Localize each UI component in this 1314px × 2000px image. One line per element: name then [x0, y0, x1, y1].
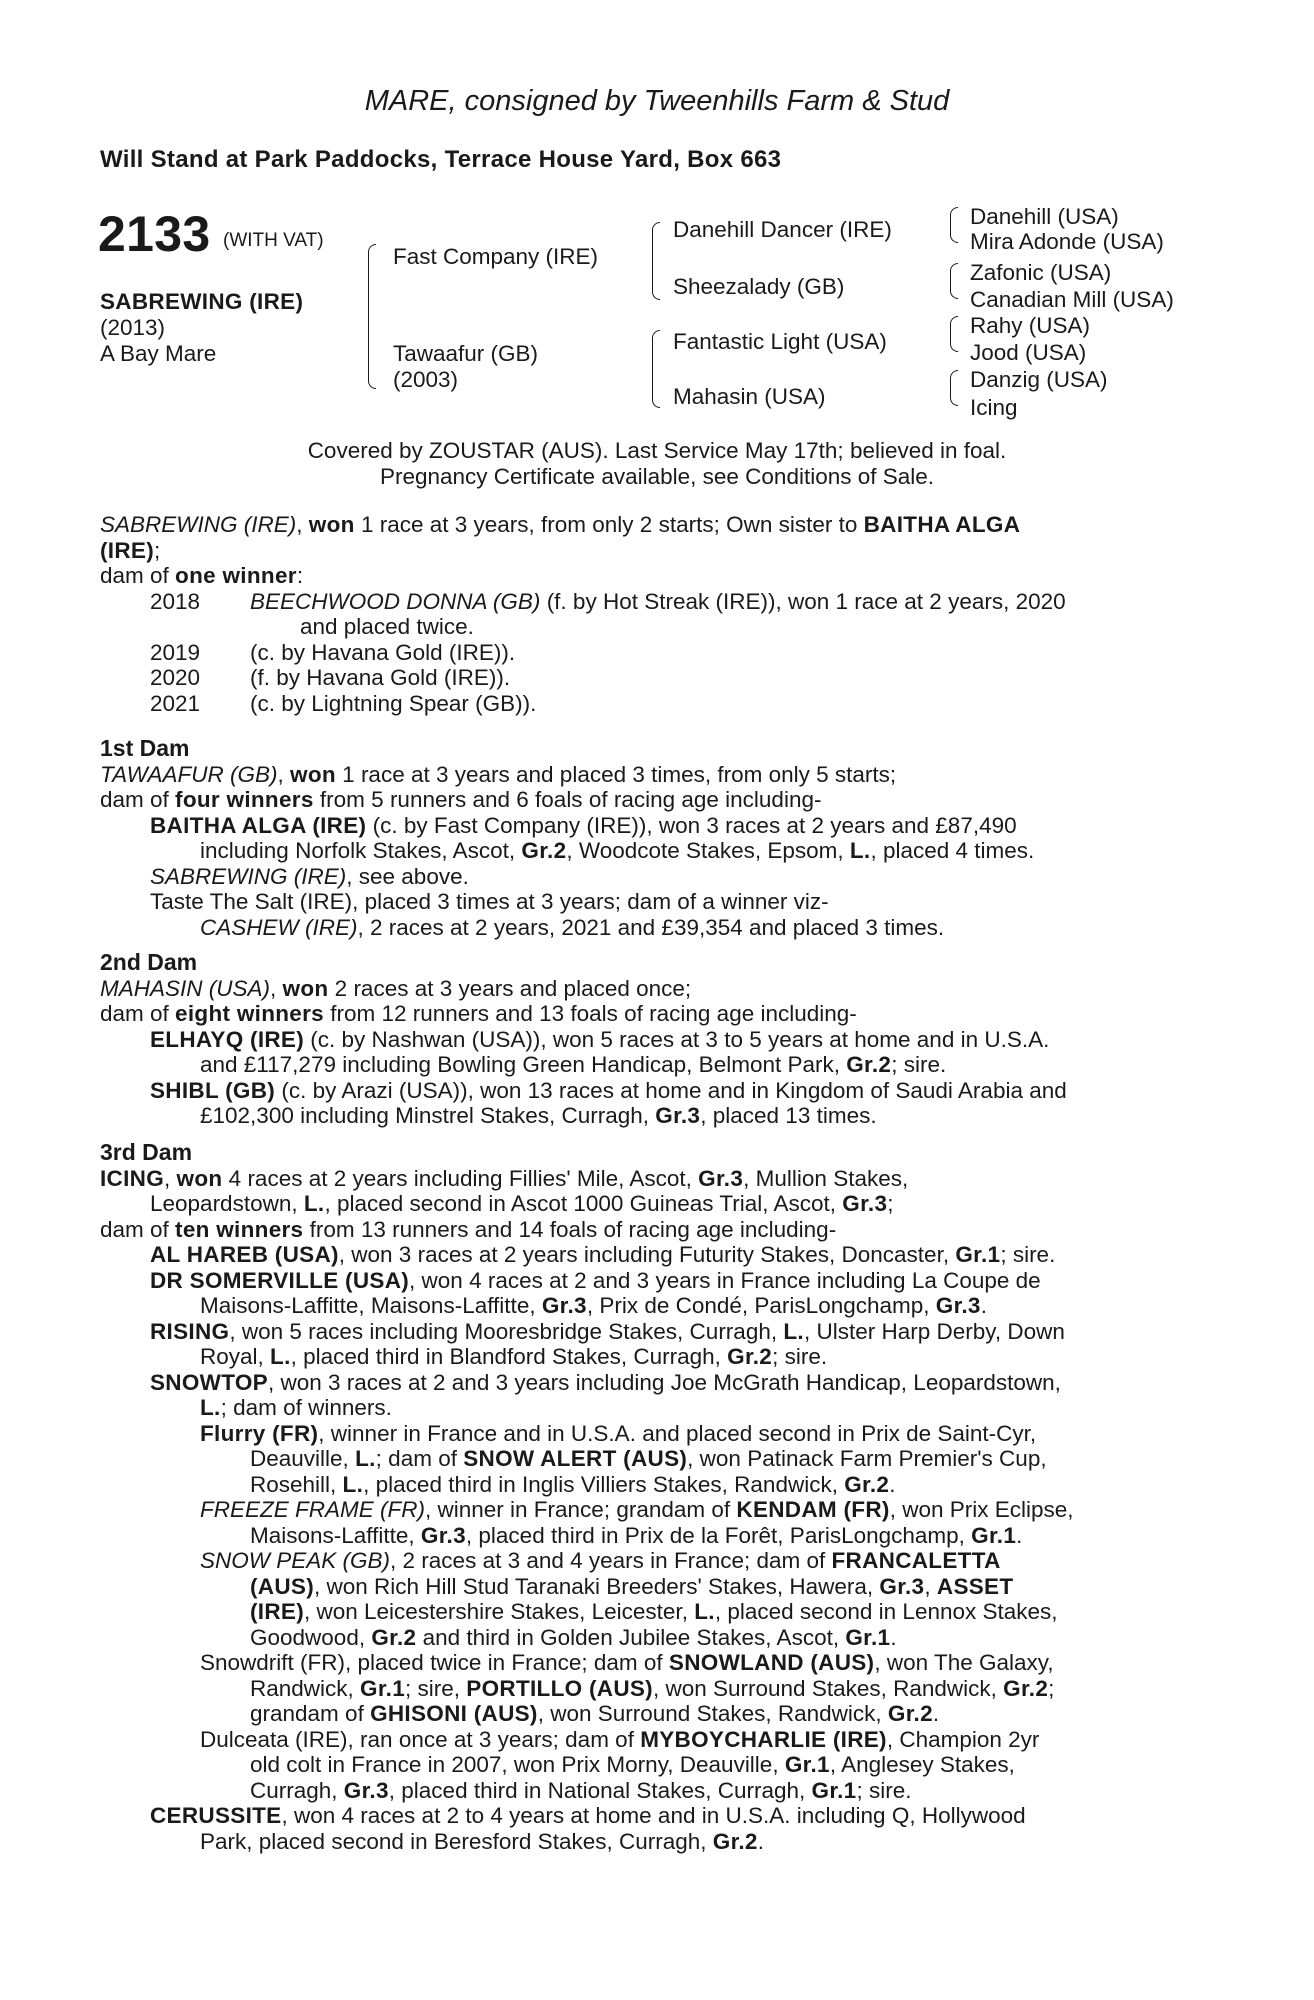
bold-text: PORTILLO (AUS)	[466, 1675, 653, 1701]
text: (c. by Fast Company (IRE)), won 3 races at 2 years and £87,490	[366, 812, 1017, 838]
text: , Prix de Condé, ParisLongchamp,	[586, 1293, 936, 1318]
pedigree-sire: Fast Company (IRE)	[393, 244, 599, 269]
dam-line: MAHASIN (USA), won 2 races at 3 years and placed once;	[100, 975, 692, 1001]
text: , placed third in Inglis Villiers Stakes, Randwick,	[363, 1471, 845, 1497]
bold-text: (AUS)	[250, 1573, 314, 1599]
text: , won 4 races at 2 and 3 years in France including La Coupe de	[409, 1267, 1041, 1293]
grade: Gr.2	[846, 1052, 892, 1077]
dam-line	[100, 1001, 1204, 1027]
page-subtitle: Will Stand at Park Paddocks, Terrace House Yard, Box 663	[100, 146, 782, 173]
bold-text: ten winners	[175, 1216, 304, 1242]
horse-name: SNOW PEAK (GB)	[200, 1548, 391, 1573]
lot-year: (2013)	[100, 315, 166, 340]
text: , won Surround Stakes, Randwick,	[652, 1675, 1004, 1701]
third-dam-line	[100, 1370, 1204, 1396]
pedigree-sire-dam: Sheezalady (GB)	[673, 274, 845, 299]
pedigree-dds: Danzig (USA)	[970, 367, 1108, 392]
bold-text: Gr.2	[1003, 1675, 1049, 1701]
third-dam-line	[100, 1446, 1204, 1472]
text: Royal,	[200, 1344, 271, 1369]
bold-text: ICING	[100, 1165, 165, 1191]
text: , won Surround Stakes, Randwick,	[537, 1701, 888, 1726]
winners-count: four winners	[175, 787, 314, 812]
text: .	[889, 1471, 896, 1497]
produce-details: (f. by Havana Gold (IRE)).	[250, 665, 511, 690]
third-dam-line	[100, 1676, 1204, 1702]
bold-text: Gr.1	[955, 1242, 1001, 1267]
text: .	[932, 1701, 940, 1726]
bold-text: MYBOYCHARLIE (IRE)	[640, 1726, 887, 1752]
text: ; sire.	[856, 1777, 912, 1803]
text: , winner in France; grandam of	[425, 1497, 737, 1522]
third-dam-line	[100, 1599, 1204, 1625]
third-dam-heading: 3rd Dam	[100, 1139, 193, 1165]
text: 1 race at 3 years, from only 2 starts; Own sister to	[354, 512, 864, 537]
text: Maisons-Laffitte,	[250, 1522, 421, 1548]
text: ; sire,	[405, 1675, 467, 1701]
text: ;	[154, 537, 161, 563]
text: 1 race at 3 years and placed 3 times, from only 5 starts;	[335, 761, 897, 787]
bold-text: Gr.3	[420, 1522, 466, 1548]
bold-text: Gr.2	[727, 1344, 773, 1369]
bold-text: Gr.1	[784, 1752, 830, 1777]
text: , won 3 races at 2 years including Futurity Stakes, Doncaster,	[338, 1242, 956, 1267]
progeny-name: CASHEW (IRE)	[200, 914, 358, 940]
dam-name: MAHASIN (USA)	[100, 975, 271, 1001]
produce-year: 2020	[150, 665, 201, 690]
bold-text: L.	[783, 1318, 804, 1344]
text: , 2 races at 2 years, 2021 and £39,354 and placed 3 times.	[357, 914, 945, 940]
bold-text: Gr.1	[845, 1624, 891, 1650]
text: ; sire.	[772, 1344, 828, 1369]
third-dam-line	[100, 1752, 1204, 1778]
winners-count: one winner	[175, 563, 297, 588]
third-dam-line	[100, 1293, 1204, 1319]
text: including Norfolk Stakes, Ascot,	[200, 838, 522, 863]
produce-continuation: and placed twice.	[300, 614, 474, 639]
third-dam-lines	[100, 1166, 1204, 1855]
pedigree-dss: Rahy (USA)	[970, 313, 1091, 338]
text: , Mullion Stakes,	[743, 1165, 909, 1191]
text: and £117,279 including Bowling Green Handicap, Belmont Park,	[200, 1052, 847, 1077]
third-dam-line	[100, 1472, 1204, 1498]
text: ,	[164, 1165, 177, 1191]
text: Dulceata (IRE), ran once at 3 years; dam of	[200, 1726, 641, 1752]
produce-year: 2021	[150, 690, 201, 716]
third-dam-line	[100, 1778, 1204, 1804]
intro-section	[100, 512, 1204, 716]
won-label: won	[290, 761, 336, 787]
pedigree-sdd: Canadian Mill (USA)	[970, 287, 1174, 312]
intro-line	[100, 538, 1204, 564]
bold-text: L.	[355, 1446, 376, 1471]
text: Maisons-Laffitte, Maisons-Laffitte,	[200, 1293, 542, 1318]
dam-name: TAWAAFUR (GB)	[100, 761, 278, 787]
text: old colt in France in 2007, won Prix Morny, Deauville,	[250, 1752, 785, 1777]
third-dam-line	[100, 1574, 1204, 1600]
progeny-line	[100, 1027, 1204, 1053]
third-dam-line	[100, 1242, 1204, 1268]
produce-row	[100, 589, 1204, 615]
text: Leopardstown,	[150, 1191, 304, 1216]
text: , placed third in Prix de la Forêt, ParisLongchamp,	[465, 1522, 972, 1548]
intro-line	[100, 512, 1204, 538]
pedigree-dam-year: (2003)	[393, 367, 459, 392]
bold-text: L.	[270, 1344, 291, 1369]
text: , won 5 races including Mooresbridge Stakes, Curragh,	[229, 1318, 784, 1344]
text: ; sire.	[891, 1052, 947, 1077]
text: .	[757, 1828, 765, 1854]
text: , placed 4 times.	[870, 838, 1035, 863]
third-dam-line	[100, 1497, 1204, 1523]
produce-details: (c. by Lightning Spear (GB)).	[250, 690, 537, 716]
progeny-name: ELHAYQ (IRE)	[150, 1026, 305, 1052]
text: , won 4 races at 2 to 4 years at home and in U.S.A. including Q, Hollywood	[281, 1803, 1026, 1828]
text: .	[1016, 1522, 1023, 1548]
bold-text: Gr.3	[343, 1777, 389, 1803]
third-dam-line	[100, 1829, 1204, 1855]
pedigree-brace	[950, 207, 958, 243]
dam-line: TAWAAFUR (GB), won 1 race at 3 years and placed 3 times, from only 5 starts;	[100, 761, 897, 787]
produce-details: (f. by Hot Streak (IRE)), won 1 race at 2 years, 2020	[540, 588, 1066, 614]
pedigree-dam-dam: Mahasin (USA)	[673, 384, 826, 409]
bold-text: Gr.3	[842, 1191, 888, 1216]
text: , Woodcote Stakes, Epsom,	[566, 838, 850, 863]
produce-row	[100, 640, 1204, 666]
third-dam-line	[100, 1268, 1204, 1294]
text: , Ulster Harp Derby, Down	[803, 1318, 1065, 1344]
lot-description: A Bay Mare	[100, 341, 217, 366]
winners-count: eight winners	[175, 1001, 324, 1026]
text: .	[980, 1293, 988, 1318]
pedigree-dsd: Jood (USA)	[970, 340, 1087, 365]
text: Deauville,	[250, 1446, 356, 1471]
grade: L.	[849, 838, 871, 863]
text: dam of	[100, 1001, 176, 1026]
covered-line-1: Covered by ZOUSTAR (AUS). Last Service May 17th; believed in foal.	[307, 438, 1007, 463]
text: , won Leicestershire Stakes, Leicester,	[304, 1599, 695, 1624]
pedigree-brace	[652, 222, 660, 300]
text: ; dam of winners.	[220, 1395, 392, 1420]
pedigree-ddd: Icing	[970, 395, 1018, 420]
third-dam-section	[100, 1140, 1204, 1854]
third-dam-line	[100, 1191, 1204, 1217]
text: , Anglesey Stakes,	[829, 1752, 1015, 1777]
text: , placed third in National Stakes, Curragh,	[388, 1777, 812, 1803]
won-label: won	[282, 975, 329, 1001]
second-dam-heading: 2nd Dam	[100, 949, 198, 975]
third-dam-line	[100, 1217, 1204, 1243]
bold-text: Flurry (FR)	[200, 1420, 319, 1446]
text: from 13 runners and 14 foals of racing age including-	[303, 1216, 837, 1242]
bold-text: AL HAREB (USA)	[150, 1242, 339, 1267]
bold-text: SNOWLAND (AUS)	[668, 1650, 875, 1675]
pedigree-dam: Tawaafur (GB)	[393, 341, 539, 366]
produce-year: 2018	[150, 588, 201, 614]
first-dam-section	[100, 736, 1204, 940]
third-dam-line	[100, 1803, 1204, 1829]
third-dam-line	[100, 1650, 1204, 1676]
bold-text: Gr.3	[935, 1293, 981, 1318]
bold-text: Gr.3	[698, 1165, 744, 1191]
horse-name: FREEZE FRAME (FR)	[200, 1497, 425, 1522]
progeny-line: Taste The Salt (IRE), placed 3 times at 3 years; dam of a winner viz-	[150, 889, 829, 914]
sister-name: BAITHA ALGA	[863, 512, 1021, 537]
pedigree-brace	[368, 244, 376, 389]
pedigree-ssd: Mira Adonde (USA)	[970, 229, 1164, 254]
text: , placed second in Ascot 1000 Guineas Trial, Ascot,	[324, 1191, 843, 1216]
third-dam-line	[100, 1344, 1204, 1370]
pedigree-brace	[950, 370, 958, 406]
third-dam-line	[100, 1701, 1204, 1727]
progeny-line	[100, 1103, 1204, 1129]
page-title: MARE, consigned by Tweenhills Farm & Stud	[364, 85, 950, 117]
third-dam-line	[100, 1166, 1204, 1192]
text: and third in Golden Jubilee Stakes, Ascot,	[416, 1624, 846, 1650]
text: £102,300 including Minstrel Stakes, Curragh,	[200, 1103, 656, 1128]
text: ,	[924, 1573, 937, 1599]
pedigree-dam-sire: Fantastic Light (USA)	[673, 329, 887, 354]
covered-line-2: Pregnancy Certificate available, see Conditions of Sale.	[379, 464, 935, 489]
pedigree-brace	[950, 263, 958, 299]
text: , placed second in Lennox Stakes,	[714, 1599, 1058, 1624]
text: , winner in France and in U.S.A. and placed second in Prix de Saint-Cyr,	[318, 1420, 1037, 1446]
bold-text: Gr.3	[879, 1573, 925, 1599]
progeny-line	[100, 1078, 1204, 1104]
grade: Gr.2	[521, 838, 567, 863]
bold-text: Gr.1	[811, 1777, 857, 1803]
text: , won Prix Eclipse,	[889, 1497, 1074, 1522]
produce-details: (c. by Havana Gold (IRE)).	[250, 639, 516, 665]
third-dam-line	[100, 1727, 1204, 1753]
text: dam of	[100, 563, 176, 588]
pedigree-sds: Zafonic (USA)	[970, 260, 1112, 285]
pedigree-sire-sire: Danehill Dancer (IRE)	[673, 217, 892, 242]
text: (c. by Nashwan (USA)), won 5 races at 3 to 5 years at home and in U.S.A.	[304, 1026, 1050, 1052]
text: , won Rich Hill Stud Taranaki Breeders' Stakes, Hawera,	[314, 1573, 880, 1599]
horse-name: SABREWING (IRE)	[100, 512, 297, 537]
text: ; dam of	[375, 1446, 464, 1471]
third-dam-line	[100, 1395, 1204, 1421]
progeny-line	[100, 813, 1204, 839]
intro-line	[100, 563, 1204, 589]
third-dam-line	[100, 1625, 1204, 1651]
text: from 12 runners and 13 foals of racing age including-	[323, 1001, 857, 1026]
text: dam of	[100, 1216, 176, 1242]
text: ; sire.	[1000, 1242, 1056, 1267]
lot-vat: (WITH VAT)	[223, 230, 324, 251]
first-dam-heading: 1st Dam	[100, 735, 190, 761]
bold-text: SNOWTOP	[150, 1369, 268, 1395]
bold-text: Gr.2	[887, 1701, 933, 1726]
text: ;	[887, 1191, 894, 1216]
bold-text: FRANCALETTA	[831, 1548, 1001, 1573]
text: .	[890, 1624, 897, 1650]
text: , placed third in Blandford Stakes, Curragh,	[290, 1344, 728, 1369]
produce-row	[100, 691, 1204, 717]
text: Goodwood,	[250, 1624, 372, 1650]
produce-name: BEECHWOOD DONNA (GB)	[250, 588, 541, 614]
text: from 5 runners and 6 foals of racing age including-	[313, 787, 822, 812]
pedigree-brace	[950, 316, 958, 352]
bold-text: L.	[303, 1191, 325, 1216]
bold-text: L.	[200, 1395, 221, 1420]
dam-line	[100, 787, 1204, 813]
pedigree-brace	[652, 330, 660, 408]
produce-row	[100, 665, 1204, 691]
bold-text: RISING	[150, 1318, 230, 1344]
progeny-line	[100, 915, 1204, 941]
bold-text: Gr.1	[971, 1522, 1017, 1548]
text: Rosehill,	[250, 1471, 343, 1497]
text: , 2 races at 3 and 4 years in France; dam of	[390, 1548, 832, 1573]
text: (c. by Arazi (USA)), won 13 races at home and in Kingdom of Saudi Arabia and	[275, 1077, 1067, 1103]
bold-text: GHISONI (AUS)	[370, 1701, 538, 1726]
text: ,	[296, 512, 303, 537]
third-dam-line	[100, 1319, 1204, 1345]
produce-list	[100, 589, 1204, 717]
bold-text: Gr.2	[712, 1828, 758, 1854]
bold-text: won	[176, 1165, 223, 1191]
bold-text: DR SOMERVILLE (USA)	[150, 1267, 410, 1293]
bold-text: Gr.2	[371, 1624, 417, 1650]
bold-text: L.	[342, 1471, 364, 1497]
text: :	[296, 563, 304, 588]
bold-text: KENDAM (FR)	[736, 1497, 890, 1522]
third-dam-line	[100, 1523, 1204, 1549]
text: , won Patinack Farm Premier's Cup,	[687, 1446, 1047, 1471]
bold-text: CERUSSITE	[150, 1803, 282, 1828]
text: Park, placed second in Beresford Stakes, Curragh,	[200, 1828, 713, 1854]
pedigree-sss: Danehill (USA)	[970, 204, 1119, 229]
lot-name: SABREWING (IRE)	[100, 289, 304, 314]
bold-text: Gr.3	[541, 1293, 587, 1318]
won-label: won	[308, 512, 355, 537]
text: , won The Galaxy,	[874, 1650, 1054, 1675]
text: Curragh,	[250, 1777, 344, 1803]
bold-text: Gr.1	[360, 1675, 406, 1701]
progeny-name: SHIBL (GB)	[150, 1077, 276, 1103]
text: , see above.	[346, 863, 469, 889]
second-dam-section	[100, 950, 1204, 1129]
text: grandam of	[250, 1701, 371, 1726]
third-dam-line	[100, 1548, 1204, 1574]
bold-text: (IRE)	[250, 1599, 304, 1624]
third-dam-line	[100, 1421, 1204, 1447]
text: , placed 13 times.	[700, 1103, 877, 1128]
produce-year: 2019	[150, 639, 201, 665]
progeny-line	[100, 1052, 1204, 1078]
sister-name-2: (IRE)	[100, 537, 154, 563]
text: 4 races at 2 years including Fillies' Mile, Ascot,	[222, 1165, 699, 1191]
text: 2 races at 3 years and placed once;	[328, 975, 692, 1001]
text: Randwick,	[250, 1675, 361, 1701]
progeny-line	[100, 864, 1204, 890]
bold-text: ASSET	[936, 1573, 1014, 1599]
grade: Gr.3	[655, 1103, 701, 1128]
text: dam of	[100, 787, 176, 812]
text: , Champion 2yr	[886, 1726, 1040, 1752]
bold-text: SNOW ALERT (AUS)	[463, 1446, 688, 1471]
bold-text: Gr.2	[844, 1471, 890, 1497]
text: Snowdrift (FR), placed twice in France; dam of	[200, 1650, 669, 1675]
progeny-line	[100, 838, 1204, 864]
progeny-name: BAITHA ALGA (IRE)	[150, 812, 367, 838]
text: ;	[1048, 1675, 1055, 1701]
progeny-name: SABREWING (IRE)	[150, 863, 347, 889]
text: , won 3 races at 2 and 3 years including Joe McGrath Handicap, Leopardstown,	[267, 1369, 1061, 1395]
lot-number: 2133	[98, 206, 211, 262]
bold-text: L.	[694, 1599, 715, 1624]
